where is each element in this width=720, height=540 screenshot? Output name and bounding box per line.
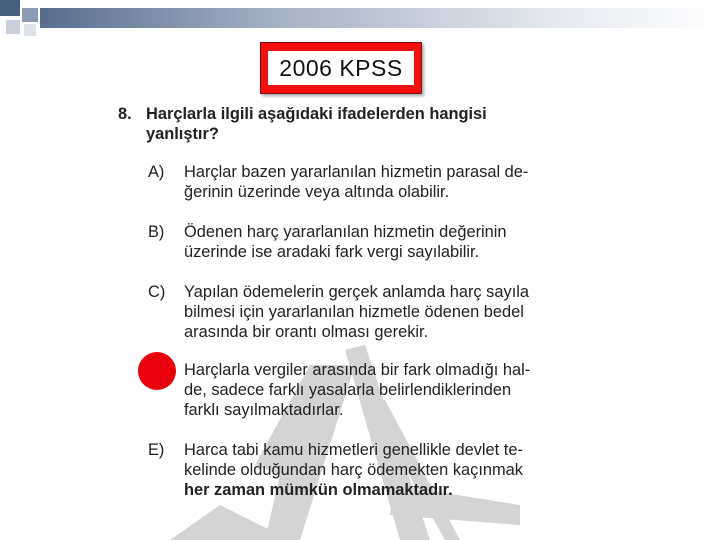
option-text-line: Harçlarla vergiler arasında bir fark olmadığı hal-	[184, 361, 531, 379]
decorative-square	[22, 8, 38, 22]
option-c[interactable]	[148, 282, 588, 342]
slide-title: 2006 KPSS	[268, 51, 414, 85]
option-text-line: Harçlar bazen yararlanılan hizmetin parasal de-	[184, 163, 529, 181]
option-text-line: kelinde olduğundan harç ödemekten kaçınmak	[184, 461, 523, 479]
option-e[interactable]	[148, 440, 588, 500]
option-text-line: arasında bir orantı olması gerekir.	[184, 323, 429, 341]
header-gradient-bar	[40, 8, 720, 28]
question-number: 8.	[118, 105, 132, 123]
question-stem	[118, 104, 588, 144]
decorative-square	[6, 20, 20, 34]
option-text-line: üzerinde ise aradaki fark vergi sayılabilir.	[184, 243, 480, 261]
decorative-square	[24, 24, 36, 36]
question-stem-line: yanlıştır?	[146, 125, 219, 143]
option-label: B)	[148, 223, 165, 241]
option-text-line: Yapılan ödemelerin gerçek anlamda harç sayıla	[184, 283, 530, 301]
option-text-line: Ödenen harç yararlanılan hizmetin değerinin	[184, 223, 507, 241]
answer-marker	[138, 352, 176, 390]
option-text-line: de, sadece farklı yasalarla belirlendiklerinden	[184, 381, 512, 399]
option-text-line: bilmesi için yararlanılan hizmetle ödenen bedel	[184, 303, 524, 321]
option-text-line: Harca tabi kamu hizmetleri genellikle devlet te-	[184, 441, 523, 459]
option-b[interactable]	[148, 222, 588, 262]
option-label: C)	[148, 283, 166, 301]
title-box	[260, 42, 422, 94]
option-d[interactable]	[148, 360, 588, 420]
option-a[interactable]	[148, 162, 588, 202]
question-stem-line: Harçlarla ilgili aşağıdaki ifadelerden hangisi	[146, 105, 487, 123]
option-text-line: her zaman mümkün olmamaktadır.	[184, 481, 453, 499]
decorative-square	[0, 0, 20, 16]
decorative-header-band	[0, 0, 720, 40]
option-text-line: farklı sayılmaktadırlar.	[184, 401, 344, 419]
option-label: A)	[148, 163, 165, 181]
question-block	[118, 104, 588, 499]
option-label: E)	[148, 441, 165, 459]
option-text-line: ğerinin üzerinde veya altında olabilir.	[184, 183, 450, 201]
